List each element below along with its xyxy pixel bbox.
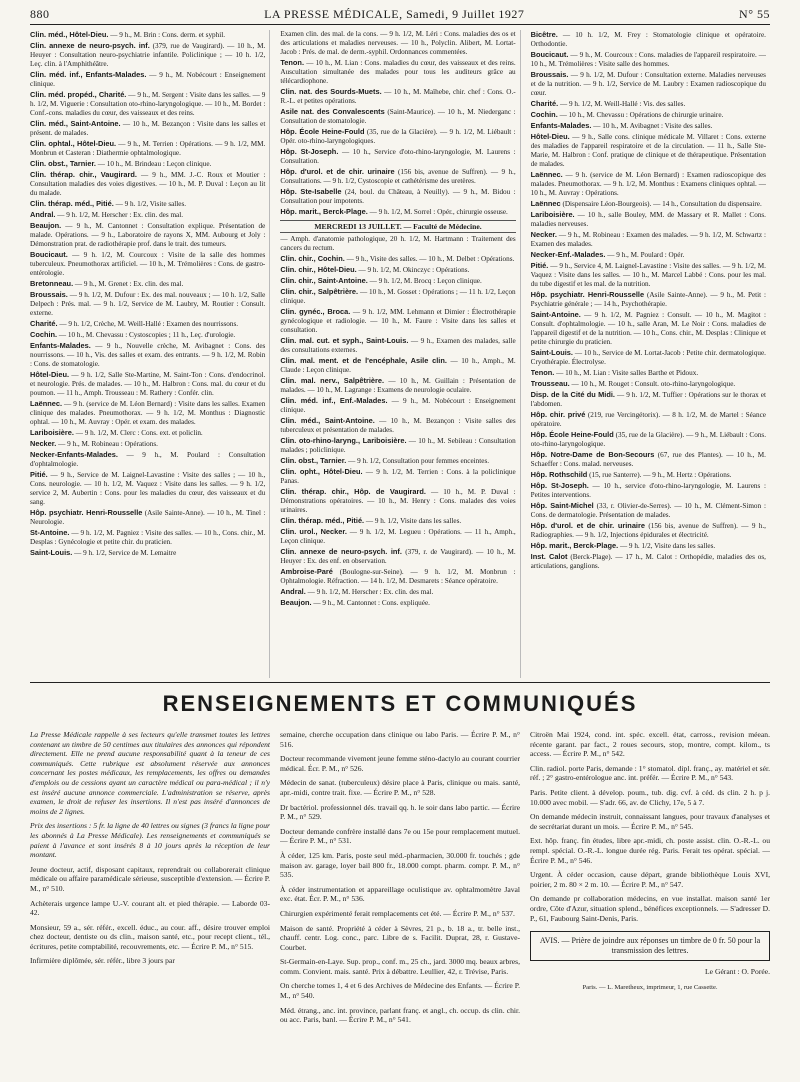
- schedule-entry: [280, 356, 515, 375]
- schedule-details: (Asile Sainte-Anne). — 9 h., M. Petit : Psychiatrie générale ; — 14 h., Psychothérapie.: [530, 291, 766, 308]
- classified-ad: Docteur recommande vivement jeune femme sténo-dactylo au courant courrier médical. Écr. P. M., n° 526.: [280, 754, 520, 773]
- schedule-entry: [531, 481, 766, 500]
- schedule-entry: [531, 230, 766, 249]
- hospital-name: Disp. de la Cité du Midi.: [530, 390, 615, 399]
- hospital-name: Saint-Louis.: [530, 348, 573, 357]
- schedule-details: — 10 h., salle Bouley, MM. de Massary et R. Mallet : Cons. maladies nerveuses.: [530, 211, 766, 228]
- hospital-name: Tenon.: [530, 368, 555, 377]
- hospital-name: Clin. obst., Tarnier.: [280, 456, 347, 465]
- schedule-details: — 9 h., M. Nobécourt : Enseignement clinique.: [280, 397, 516, 414]
- classified-ad: Achèterais urgence lampe U.-V. courant alt. et pied thérapie. — Laborde 03-42.: [30, 898, 270, 918]
- schedule-entry: [531, 410, 766, 429]
- ads-list-3: [530, 730, 770, 923]
- hospital-name: Necker.: [530, 230, 557, 239]
- classified-ad: Dr bactériol. professionnel dés. travail qq. h. le soir dans labo partic. — Écrire P. M., n° 529.: [280, 802, 520, 822]
- schedule-entry: [531, 541, 766, 551]
- schedule-details: (379, r. de Vaugirard). — 10 h., M. Heuyer : Ex. des enf. en observation.: [280, 548, 516, 565]
- schedule-entry: [280, 598, 515, 608]
- hospital-name: Clin. chir., Hôtel-Dieu.: [280, 265, 357, 274]
- classified-ad: semaine, cherche occupation dans clinique ou labo Paris. — Écrire P. M., n° 516.: [280, 730, 520, 749]
- schedule-details: — 9 h., M. Brin : Cons. derm. et syphil.: [108, 31, 226, 39]
- classified-ad: Chirurgien expérimenté ferait remplacements cet été. — Écrire P. M., n° 537.: [280, 908, 515, 918]
- hospital-name: Charité.: [30, 319, 58, 328]
- schedule-entry: [280, 167, 515, 186]
- schedule-details: (Berck-Plage). — 17 h., M. Calot : Orthopédie, maladies des os, articulations, ganglions.: [530, 553, 766, 570]
- schedule-details: — 9 h. 1/2, M. Tuffier : Opérations sur le thorax et l'abdomen.: [530, 391, 766, 408]
- schedule-entry: [30, 341, 265, 369]
- schedule-entry: [280, 516, 515, 526]
- schedule-column-1: [30, 30, 270, 678]
- hospital-name: Clin. mal. cut. et syph., Saint-Louis.: [280, 336, 409, 345]
- hospital-name: Boucicaut.: [30, 250, 68, 259]
- hospital-name: Hôtel-Dieu.: [30, 370, 70, 379]
- schedule-entry: [280, 396, 515, 415]
- schedule-details: (Dispensaire Léon-Bourgeois). — 14 h., Consultation du dispensaire.: [560, 200, 762, 208]
- avis-box: AVIS. — Prière de joindre aux réponses un timbre de 0 fr. 50 pour la transmission des lettres.: [530, 931, 770, 961]
- schedule-details: — 9 h., M. Grenet : Ex. clin. des mal.: [73, 280, 184, 288]
- schedule-details: — 9 h. 1/2, Service de M. Lemaitre: [72, 549, 177, 557]
- schedule-entry: [531, 30, 766, 49]
- schedule-details: — 9 h., M. Cantonnet : Cons. expliquée.: [311, 599, 430, 607]
- schedule-entry: [280, 307, 515, 335]
- hospital-name: Hôp. marit., Berck-Plage.: [530, 541, 619, 550]
- hospital-name: Clin. urol., Necker.: [280, 527, 347, 536]
- schedule-entry: [280, 376, 515, 395]
- schedule-entry: [30, 250, 265, 278]
- hospital-name: Hôp. Ste-Isabelle: [280, 187, 342, 196]
- schedule-details: — 9 h. 1/2, M. Dufour : Ex. des mal. nouveaux ; — 10 h. 1/2, Salle Delpech : Prés. mal. — 9 h. 1/2, Service de M. Laubry, M. Routier : Consult. externe.: [30, 291, 266, 317]
- hospital-name: Beaujon.: [280, 598, 312, 607]
- schedule-details: (35, rue de la Glacière). — 9 h. 1/2, M. Liébault : Opér. oto-rhino-laryngologiques.: [280, 128, 516, 145]
- intro-notice: La Presse Médicale rappelle à ses lecteurs qu'elle transmet toutes les lettres contenant un timbre de 50 centimes aux titulaires des annonces qui répondent directement. Elle ne prend aucune responsabilité quant à la teneur de ces communiqués. Cette rubrique est absolument réservée aux annonces concernant les postes médicaux, les remplacements, les offres ou demandes d'emplois ou de cessions ayant un caractère médical ou para-médical ; il n'y est inséré aucune annonce commerciale. L'administration se réserve, après examen, le droit de refuser les insertions. Il n'est pas inséré d'annonces de moins de 2 lignes.: [30, 730, 270, 816]
- hospital-name: Clin. méd., Saint-Antoine.: [280, 416, 375, 425]
- schedule-details: — 9 h. 1/2, M. Brocq : Leçon clinique.: [367, 277, 482, 285]
- classified-ad: Infirmière diplômée, sér. référ., libre 3 jours par: [30, 956, 175, 966]
- hospital-name: Clin. mal. ment. et de l'encéphale, Asile clin.: [280, 356, 447, 365]
- hospital-name: Lariboisière.: [530, 210, 575, 219]
- schedule-details: (Asile Sainte-Anne). — 10 h., M. Tinel : Neurologie.: [30, 509, 266, 526]
- schedule-entry: [30, 370, 265, 398]
- communiques-column-3: [530, 730, 770, 1070]
- hospital-name: Trousseau.: [530, 379, 570, 388]
- classified-ad: On demande pr collaboration médecins, en vue installat. maison santé 1er ordre, Côte d'Azur, situation splend., bénéfices exceptionnels. — S'adresser D. P., 61, Faubourg Saint-Denis, Paris.: [530, 894, 770, 923]
- schedule-entry: [531, 250, 766, 260]
- schedule-details: (67, rue des Plantes). — 10 h., M. Schaeffer : Cons. malad. nerveuses.: [530, 451, 766, 468]
- schedule-entry: [30, 30, 265, 40]
- hospital-name: Bicêtre.: [530, 30, 558, 39]
- schedule-details: — 9 h., M. Terrien : Opérations. — 9 h. 1/2, MM. Monbrun et Casteran : Diathermie ophtalmologique.: [30, 140, 266, 157]
- schedule-entry: [30, 470, 265, 507]
- schedule-entry: [30, 290, 265, 318]
- hospital-name: Clin. obst., Tarnier.: [30, 159, 96, 168]
- hospital-name: Pitié.: [530, 261, 549, 270]
- hospital-name: Clin. méd., Saint-Antoine.: [30, 119, 121, 128]
- schedule-entry: [30, 90, 265, 118]
- hospital-name: Hôp. psychiatr. Henri-Rousselle: [530, 290, 645, 299]
- hospital-name: Laënnec.: [30, 399, 63, 408]
- schedule-entry: [30, 159, 265, 169]
- schedule-details: — 9 h. 1/2, Consultation pour femmes enceintes.: [346, 457, 490, 465]
- schedule-details: — 9 h. 1/2, M. Weill-Hallé : Vis. des salles.: [558, 100, 686, 108]
- schedule-columns: [30, 30, 770, 678]
- schedule-details: — 9 h. (service de M. Léon Bernard) : Visite dans les salles. Examen clinique des malades. Pneumothorax. — 9 h. 1/2, M. Monthus : Diagnostic ophtal. — 10 h., M. Auvray : Opér. et exam. des malades.: [30, 400, 266, 426]
- hospital-name: Necker.: [30, 439, 57, 448]
- hospital-name: Clin. méd. inf., Enfants-Malades.: [30, 70, 147, 79]
- schedule-details: — 10 h., Service de M. Lortat-Jacob : Petite chir. dermatologique. Cryothérapie. Électrolyse.: [530, 349, 766, 366]
- schedule-entry: [280, 287, 515, 306]
- schedule-details: (Saint-Maurice). — 10 h., M. Niederganc : Consultation de stomatologie.: [280, 108, 516, 125]
- hospital-name: St-Antoine.: [30, 528, 70, 537]
- schedule-details: — 9 h. 1/2, MM. Lehmann et Dimier : Électrothérapie gynécologique et radiologie. — 10 h., M. Faure : Visite dans les salles et consultation.: [280, 308, 516, 334]
- schedule-details: — 10 h., Service d'oto-rhino-laryngologie, M. Laurens : Consultation.: [280, 148, 516, 165]
- schedule-entry: [280, 336, 515, 355]
- schedule-details: (219, rue Vercingétorix). — 8 h. 1/2, M. de Martel : Séance opératoire.: [530, 411, 766, 428]
- page-number: 880: [30, 6, 50, 21]
- communiques-columns: [30, 730, 770, 1070]
- classified-ad: Médecin de sanat. (tuberculeux) désire place à Paris, clinique ou mais. santé, apr.-midi, contre trait. fixe. — Écrire P. M., n° 528.: [280, 778, 520, 797]
- classified-ad: St-Germain-en-Laye. Sup. prop., conf. m., 25 ch., jard. 3000 mq. beaux arbres, comm. Convient. mais. santé. Prix à débattre. Leullier, 42, r. Trévise, Paris.: [280, 957, 520, 976]
- schedule-entry: [280, 58, 515, 86]
- schedule-entry: [531, 261, 766, 289]
- schedule-entry: [531, 450, 766, 469]
- hospital-name: Clin. oto-rhino-laryng., Lariboisière.: [280, 436, 407, 445]
- schedule-entry: [531, 310, 766, 347]
- schedule-entry: [280, 207, 515, 217]
- hospital-name: Inst. Calot: [530, 552, 568, 561]
- classified-ad: Docteur demande confrère installé dans 7e ou 15e pour remplacement mutuel. — Écrire P. M., n° 531.: [280, 826, 520, 846]
- schedule-entry: [280, 587, 515, 597]
- schedule-entry: [280, 547, 515, 566]
- schedule-entry: [280, 456, 515, 466]
- schedule-entry: [30, 548, 265, 558]
- schedule-details: — 9 h. 1/2, Visite dans les salles.: [618, 542, 716, 550]
- schedule-entry: [30, 508, 265, 527]
- hospital-name: Clin. thérap. chir., Vaugirard.: [30, 170, 137, 179]
- schedule-details: — 9 h. 1/2, Visite dans les salles.: [364, 517, 462, 525]
- schedule-details: — 9 h. 1/2, M. Legueu : Opérations. — 11 h., Amph., Leçon clinique.: [280, 528, 516, 545]
- schedule-details: (379, rue de Vaugirard). — 10 h., M. Heuyer : Consultation neuro-psychiatrie infantile. Policlinique ; — 10 h. 1/2, Leç. clin. à l'Amphithéâtre.: [30, 42, 266, 68]
- hospital-name: Hôp. chir. privé: [530, 410, 586, 419]
- schedule-details: (35, rue de la Glacière). — 9 h., M. Liébault : Cons. oto-rhino-laryngologique.: [530, 431, 766, 448]
- schedule-details: — 9 h., Nouvelle crèche, M. Avibagnet : Cons. des nourrissons. — 10 h., Vis. des salles et exam. des entrants. — 9 h. 1/2, M. Robin : Cons. de stomatologie.: [30, 342, 266, 368]
- hospital-name: Clin. annexe de neuro-psych. inf.: [280, 547, 402, 556]
- hospital-name: Clin. thérap. méd., Pitié.: [30, 199, 114, 208]
- page-header: [30, 6, 770, 22]
- schedule-entry: [30, 399, 265, 427]
- hospital-name: Broussais.: [530, 70, 569, 79]
- hospital-name: Hôtel-Dieu.: [530, 132, 570, 141]
- hospital-name: Hôp. Saint-Michel: [530, 501, 594, 510]
- hospital-name: Hôp. marit., Berck-Plage.: [280, 207, 368, 216]
- schedule-entry: [30, 119, 265, 138]
- schedule-details: — 9 h., M. Poulard : Consultation d'ophtalmologie.: [30, 451, 266, 468]
- hospital-name: Hôp. École Heine-Fould: [280, 127, 365, 136]
- schedule-details: — 10 h., M. Rouget : Consult. oto-rhino-laryngologique.: [569, 380, 736, 388]
- schedule-entry: [280, 416, 515, 435]
- hospital-name: Necker-Enf.-Malades.: [530, 250, 606, 259]
- hospital-name: Clin. gynéc., Broca.: [280, 307, 351, 316]
- schedule-entry: [280, 487, 515, 515]
- section-rule: [30, 682, 770, 683]
- schedule-details: — 9 h. 1/2, M. Sorrel : Opér., chirurgie osseuse.: [367, 208, 508, 216]
- schedule-details: — 9 h., MM. J.-C. Roux et Moutier : Consultation maladies des voies digestives. — 10 h., M. P. Duval : Leçon au lit du malade.: [30, 171, 266, 197]
- classified-ad: On demande médecin instruit, connaissant langues, pour travaux d'analyses et de secrétariat durant un mois. — Écrire P. M., n° 545.: [530, 812, 770, 831]
- hospital-name: Enfants-Malades.: [530, 121, 592, 130]
- schedule-details: — 10 h., M. P. Duval : Démonstrations opératoires. — 10 h., M. Henry : Cons. malades des voies urinaires.: [280, 488, 516, 514]
- schedule-details: (156 bis, avenue de Suffren). — 9 h., Consultations. — 9 h. 1/2, Cystoscopie et cathétérisme des uretères.: [280, 168, 516, 185]
- schedule-details: — 9 h., Service 4, M. Laignel-Lavastine : Visite des salles. — 9 h. 1/2, M. Vaquez : Visite dans les salles. — 10 h., M. Marcel Labbé : Cons. pour les mal. du tube digestif et les mal. de la nutrition.: [530, 262, 766, 288]
- schedule-details: (Boulogne-sur-Seine). — 9 h. 1/2, M. Monbrun : Ophtalmologie. Réfraction. — 14 h. 1/2, M. Desmarets : Séance opératoire.: [280, 568, 516, 585]
- schedule-entry: [30, 70, 265, 89]
- hospital-name: Lariboisière.: [30, 428, 74, 437]
- hospital-name: Clin. méd., Hôtel-Dieu.: [30, 30, 109, 39]
- schedule-details: — 9 h. 1/2, M. Clerc : Cons. ext. et policlin.: [73, 429, 203, 437]
- schedule-entry: [531, 379, 766, 389]
- hospital-name: Clin. nat. des Sourds-Muets.: [280, 87, 382, 96]
- schedule-entry: [531, 110, 766, 120]
- hospital-name: Ambroise-Paré: [280, 567, 333, 576]
- schedule-details: — 9 h. 1/2, M. Pagniez : Consult. — 10 h., M. Magitot : Consult. d'ophtalmologie. — 10 h., salle Aran, M. Le Noir : Cons. maladies de l'appareil digestif et de la nutrition. — 10 h., Cons. chir., M. Desplas : Clinique et petite chirurgie du praticien.: [530, 311, 766, 346]
- header-rule: [30, 24, 770, 25]
- schedule-entry: [531, 210, 766, 229]
- schedule-column-2: [280, 30, 520, 678]
- schedule-entry: [30, 528, 265, 547]
- hospital-name: Hôp. d'urol. et de chir. urinaire: [280, 167, 395, 176]
- hospital-name: Necker-Enfants-Malades.: [30, 450, 118, 459]
- schedule-entry: [30, 221, 265, 249]
- schedule-details: — 9 h., M. Robineau : Opérations.: [56, 440, 158, 448]
- schedule-details: — 9 h. 1/2, M. Courcoux : Visite de la salle des hommes tuberculeux. Pneumothorax artificiel. — 10 h., M. Trémolières : Cons. de gastro-entérologie.: [30, 251, 266, 277]
- hospital-name: Andral.: [280, 587, 306, 596]
- hospital-name: Saint-Louis.: [30, 548, 73, 557]
- schedule-column-3: [531, 30, 770, 678]
- schedule-details: — 9 h., M. Nobécourt : Enseignement clinique.: [30, 71, 266, 88]
- hospital-name: Laënnec.: [530, 170, 563, 179]
- schedule-entry: [280, 276, 515, 286]
- schedule-details: — 10 h., M. Bezançon : Visite salles des tuberculeux et présentation de malades.: [280, 417, 516, 434]
- schedule-entry: [531, 552, 766, 571]
- schedule-details: — 9 h., M. Courcoux : Cons. maladies de l'appareil respiratoire. — 10 h., M. Trémolières : Visite salle des hommes.: [530, 51, 766, 68]
- schedule-details: — 9 h. 1/2, Visite salles.: [113, 200, 187, 208]
- schedule-entry: [531, 132, 766, 169]
- schedule-details: — 10 h., M. Chevassu : Cystoscopies ; 11 h., Leç. d'urologie.: [57, 331, 236, 339]
- schedule-entry: [30, 199, 265, 209]
- schedule-entry: [30, 439, 265, 449]
- classified-ad: Méd. étrang., anc. int. province, parlant franç. et angl., ch. occup. ds clin. chir. ou acc. Paris, banl. — Écrire P. M., n° 541.: [280, 1005, 520, 1025]
- schedule-entry: [531, 348, 766, 367]
- schedule-entry: [30, 279, 265, 289]
- classified-ad: Citroën Mai 1924, cond. int. spéc. excell. état, carross., revision méean. récente garant. par fact., 2 roues secours, stop, montre, compt. kilom., ts access. — Écrire P. M., n° 542.: [530, 730, 770, 759]
- classified-ad: À céder, 125 km. Paris, poste seul méd.-pharmacien, 30.000 fr. touchés ; gde maison av. garage, loyer bail 800 fr., 18.000 compt. pharm. compr. P. M., n° 535.: [280, 850, 520, 880]
- schedule-entry: [30, 139, 265, 158]
- hospital-name: Laënnec: [530, 199, 561, 208]
- schedule-details: — 9 h., M. Sergent : Visite dans les salles. — 9 h. 1/2, M. Viguerie : Consultation oto-rhino-laryngologique. — 10 h., M. Bordet : Conf.-cons. maladies du cœur, des vaisseaux et des reins.: [30, 91, 266, 117]
- schedule-details: — 9 h., M. Cantonnet : Consultation explique. Présentation de malade. Opérations. — 9 h., Laboratoire de rayons X, MM. Aubourg et Joly : Démonstration prat. de radiothérapie prof. dans le trait. des tumeurs.: [30, 222, 266, 248]
- schedule-entry: [531, 170, 766, 198]
- schedule-entry: [280, 265, 515, 275]
- communiques-column-2: [280, 730, 520, 1070]
- classified-ad: Ext. hôp. franç. fin études, libre apr.-midi, ch. poste assist. clin. O.-R.-L. ou rempl. spécial. O.-R.-L. longue durée rég. Paris. Ferait tes opérat. spécial. — Écrire P. M., n° 546.: [530, 836, 770, 865]
- hospital-name: Clin. ophtal., Hôtel-Dieu.: [30, 139, 117, 148]
- classified-ad: Urgent. À céder occasion, cause départ, grande bibliothèque Louis XVI, poirier, 2 m. 80 × 2 m. 10. — Écrire P. M., n° 547.: [530, 870, 770, 889]
- communiques-column-1: [30, 730, 270, 1070]
- hospital-name: Saint-Antoine.: [530, 310, 581, 319]
- schedule-entry: [280, 87, 515, 106]
- schedule-details: — 9 h. 1/2, M. Pagniez : Visite des salles. — 10 h., Cons. chir., M. Desplas : Gynécologie et petite chir. du praticien.: [30, 529, 266, 546]
- schedule-entry: [30, 450, 265, 469]
- schedule-entry: [30, 319, 265, 329]
- schedule-entry: [280, 30, 515, 57]
- hospital-name: Hôp. École Heine-Fould: [530, 430, 614, 439]
- schedule-entry: [531, 290, 766, 309]
- hospital-name: Hôp. St-Joseph.: [530, 481, 589, 490]
- hospital-name: Bretonneau.: [30, 279, 74, 288]
- schedule-entry: [531, 70, 766, 98]
- schedule-details: — 9 h. 1/2, Salle Ste-Martine, M. Saint-Ton : Cons. d'endocrinol. et neurologie. Prés. de malades. — 10 h., M. Halbron : Cons. mal. du cœur et du poumon. — 11 h., Amph. Trousseau : M. Rathery : Confér. clin.: [30, 371, 266, 397]
- hospital-name: Clin. annexe de neuro-psych. inf.: [30, 41, 150, 50]
- hospital-name: Clin. chir., Saint-Antoine.: [280, 276, 368, 285]
- schedule-entry: [280, 527, 515, 546]
- schedule-entry: [531, 50, 766, 69]
- hospital-name: Clin. mal. nerv., Salpêtrière.: [280, 376, 385, 385]
- schedule-entry: [280, 107, 515, 126]
- hospital-name: Cochin.: [30, 330, 58, 339]
- schedule-entry: [280, 436, 515, 455]
- classified-ad: Paris. Petite client. à dévelop. poum., tub. dig. cvf. à céd. ds clin. 2 h. p j. 10.000 avec mobil. — S'adr. 66, av. de Clichy, 17e, 5 à 7.: [530, 787, 770, 807]
- hospital-name: Cochin.: [530, 110, 558, 119]
- hospital-name: Charité.: [530, 99, 559, 108]
- schedule-entry: [280, 235, 515, 253]
- hospital-name: Clin. thérap. chir., Hôp. de Vaugirard.: [280, 487, 426, 496]
- schedule-details: — 10 h., M. Bezançon : Visite dans les salles et présent. de malades.: [30, 120, 266, 137]
- hospital-name: Hôp. d'urol. et de chir. urinaire: [530, 521, 645, 530]
- schedule-details: — 10 h. 1/2, M. Frey : Stomatologie clinique et opératoire. Orthodontie.: [530, 31, 766, 48]
- schedule-entry: [531, 521, 766, 540]
- hospital-name: Pitié.: [30, 470, 48, 479]
- hospital-name: Clin. opht., Hôtel-Dieu.: [280, 467, 363, 476]
- schedule-entry: [30, 428, 265, 438]
- schedule-entry: [531, 99, 766, 109]
- schedule-details: — 10 h., M. Lian : Visite salles Barthe et Pidoux.: [554, 369, 699, 377]
- journal-title: LA PRESSE MÉDICALE, Samedi, 9 Juillet 1927: [264, 6, 525, 21]
- schedule-details: — 9 h. 1/2, Crèche, M. Weill-Hallé : Examen des nourrissons.: [57, 320, 239, 328]
- schedule-entry: [531, 501, 766, 520]
- schedule-details: (15, rue Santerre). — 9 h., M. Hertz : Opérations.: [587, 471, 732, 479]
- classified-ad: On cherche tomes 1, 4 et 6 des Archives de Médecine des Enfants. — Écrire P. M., n° 540.: [280, 981, 520, 1001]
- schedule-entry: [30, 170, 265, 198]
- hospital-name: Enfants-Malades.: [30, 341, 91, 350]
- imprint-line: Paris. — L. Maretheux, imprimeur, 1, rue Cassette.: [582, 983, 718, 991]
- schedule-details: — 10 h., M. Gosset : Opérations ; — 11 h. 1/2, Leçon clinique.: [280, 288, 516, 305]
- hospital-name: Clin. chir., Salpêtrière.: [280, 287, 359, 296]
- schedule-entry: [531, 470, 766, 480]
- schedule-details: — Amph. d'anatomie pathologique, 20 h. 1/2, M. Hartmann : Traitement des cancers du rectum.: [280, 235, 516, 252]
- hospital-name: Hôp. Rothschild: [530, 470, 588, 479]
- schedule-details: — 9 h., Salle cons. clinique médicale M. Villaret : Cons. externe des maladies de l'appareil respiratoire et de la circulation. — 11 h., Salle Ste-Marie, M. Halbron : Conf. pratique de clinique et de thérapeutique. Présentation de malades.: [530, 133, 766, 168]
- hospital-name: Clin. thérap. méd., Pitié.: [280, 516, 365, 525]
- hospital-name: Tenon.: [280, 58, 305, 67]
- schedule-entry: [30, 210, 265, 220]
- schedule-entry: [531, 430, 766, 449]
- schedule-details: — 9 h. 1/2, M. Herscher : Ex. clin. des mal.: [305, 588, 434, 596]
- schedule-details: Examen clin. des mal. de la cons. — 9 h. 1/2, M. Léri : Cons. maladies des os et des articulations et maladies nerveuses. — 10 h., Polyclin. Alibert, M. Lortat-Jacob : Prés. de mal. de derm.-syphil. Ordonnances commentées.: [280, 30, 516, 56]
- schedule-entry: [280, 147, 515, 166]
- schedule-details: (156 bis, avenue de Suffren). — 9 h., Radiographies. — 9 h. 1/2, Injections épidurales et électricité.: [530, 522, 766, 539]
- schedule-details: — 9 h., M. Robineau : Examen des malades. — 9 h. 1/2, M. Schwartz : Examen des malades.: [530, 231, 766, 248]
- schedule-details: — 10 h., Amph., M. Claude : Leçon clinique.: [280, 357, 516, 374]
- classified-ad: Monsieur, 59 a., sér. référ., excell. éduc., au cour. aff., désire trouver emploi chez docteur, dentiste ou ds clin., maison santé, etc., pour recept client., tél., écritures, petite comptabilité, recouvrements, etc. — Écrire P. M., n° 515.: [30, 922, 270, 951]
- schedule-details: — 9 h. (service de M. Léon Bernard) : Examen radioscopique des malades. Pneumothorax. — 9 h. 1/2, M. Monthus : Examens cliniques ophtal. — 10 h., M. Auvray : Opérations.: [530, 171, 766, 197]
- schedule-details: — 9 h., Examen des malades, salle des consultations externes.: [280, 337, 516, 354]
- classified-ad: Jeune docteur, actif, disposant capitaux, reprendrait ou collaborerait clinique médicale ou affaire paramédicale sérieuse, susceptible d'extension. — Écrire P. M., n° 510.: [30, 864, 270, 893]
- schedule-details: — 10 h., M. Maïhebe, chir. chef : Cons. O.-R.-L. et petites opérations.: [280, 88, 516, 105]
- ads-list-1: [30, 865, 270, 966]
- schedule-details: — 9 h., M. Poulard : Opér.: [605, 251, 685, 259]
- schedule-details: — 9 h. 1/2, M. Herscher : Ex. clin. des mal.: [55, 211, 184, 219]
- hospital-name: Boucicaut.: [530, 50, 569, 59]
- schedule-entry: [531, 199, 766, 209]
- schedule-details: — 10 h., M. Brindeau : Leçon clinique.: [95, 160, 212, 168]
- schedule-entry: [280, 567, 515, 586]
- schedule-details: — 9 h., Visite des salles. — 10 h., M. Delbet : Opérations.: [344, 255, 515, 263]
- schedule-details: (33, r. Olivier-de-Serres). — 10 h., M. Clément-Simon : Cons. de dermatologie. Présentation de malades.: [530, 502, 766, 519]
- schedule-entry: [531, 368, 766, 378]
- schedule-details: — 10 h., M. Guillain : Présentation de malades. — 10 h., M. Lagrange : Examens de neurologie oculaire.: [280, 377, 516, 394]
- hospital-name: Hôp. St-Joseph.: [280, 147, 339, 156]
- hospital-name: Clin. chir., Cochin.: [280, 254, 345, 263]
- schedule-details: — 9 h., Service de M. Laignel-Lavastine : Visite des salles ; — 10 h., Cons. neurologie. — 10 h. 1/2, M. Vaquez : Visite dans les salles. — 9 h. 1/2, service 2, M. Aubertin : Cons. pour les maladies du cœur, des vaisseaux et du sang.: [30, 471, 266, 506]
- hospital-name: Asile nat. des Convalescents: [280, 107, 385, 116]
- schedule-details: — 10 h., M. Avibagnet : Visite des salles.: [591, 122, 713, 130]
- hospital-name: Clin. méd. propéd., Charité.: [30, 90, 127, 99]
- price-notice: Prix des insertions : 5 fr. la ligne de 40 lettres ou signes (3 francs la ligne pour les abonnés à La Presse Médicale). Les renseignements et communiqués se paient à l'avance et sont insérés 8 à 10 jours après la réception de leur montant.: [30, 821, 270, 860]
- schedule-entry: [280, 187, 515, 206]
- schedule-details: — 10 h., M. Chevassu : Opérations de chirurgie urinaire.: [557, 111, 724, 119]
- schedule-details: — 9 h. 1/2, M. Dufour : Consultation externe. Maladies nerveuses et de la nutrition. — 9 h. 1/2, Service de M. Laubry : Examen radioscopique du cœur.: [530, 71, 766, 97]
- classified-ad: Clin. radiol. porte Paris, demande : 1° stomatol. dipl. franç., ay. matériel et sér. réf. ; 2° gastro-entérologue anc. int. préfér. — Écrire P. M., n° 543.: [530, 763, 770, 783]
- schedule-entry: [531, 390, 766, 409]
- issue-number: N° 55: [739, 6, 770, 21]
- hospital-name: Broussais.: [30, 290, 68, 299]
- schedule-details: — 9 h. 1/2, M. Terrien : Cons. à la policlinique Panas.: [280, 468, 516, 485]
- schedule-details: — 10 h., service d'oto-rhino-laryngologie, M. Laurens : Petites interventions.: [530, 482, 766, 499]
- classified-ad: Maison de santé. Propriété à céder à Sèvres, 21 p., b. 18 a., tr. belle inst., chauff. centr. Log. conc., parc. Libre de s. Facilit. Duprat, 28, r. Gustave-Courbet.: [280, 923, 520, 952]
- hospital-name: Andral.: [30, 210, 56, 219]
- schedule-entry: [280, 467, 515, 486]
- hospital-name: Clin. méd. inf., Enf.-Malades.: [280, 396, 388, 405]
- hospital-name: Hôp. Notre-Dame de Bon-Secours: [530, 450, 655, 459]
- schedule-day-heading: MERCREDI 13 JUILLET. — Faculté de Médecine.: [280, 220, 515, 233]
- gerant-line: Le Gérant : O. Porée.: [705, 967, 770, 977]
- schedule-details: (24, boul. du Château, à Neuilly). — 9 h., M. Bidou : Consultation pour impotents.: [280, 188, 516, 205]
- schedule-entry: [531, 121, 766, 131]
- schedule-entry: [30, 330, 265, 340]
- classified-ad: À céder instrumentation et appareillage oculistique av. ophtalmomètre Javal exc. état. Écr. P. M., n° 536.: [280, 884, 520, 904]
- schedule-details: — 10 h., M. Lian : Cons. maladies du cœur, des vaisseaux et des reins. Auscultation simultanée des malades pour tous les auditeurs grâce au télécardiophone.: [280, 59, 516, 85]
- schedule-entry: [280, 254, 515, 264]
- section-title: RENSEIGNEMENTS ET COMMUNIQUÉS: [162, 691, 638, 716]
- schedule-entry: [30, 41, 265, 69]
- hospital-name: Beaujon.: [30, 221, 62, 230]
- schedule-entry: [280, 127, 515, 146]
- schedule-details: — 10 h., M. Sebileau : Consultation malades ; policlinique.: [280, 437, 516, 454]
- schedule-details: — 9 h. 1/2, M. Okinczyc : Opérations.: [356, 266, 470, 274]
- hospital-name: Hôp. psychiatr. Henri-Rousselle: [30, 508, 143, 517]
